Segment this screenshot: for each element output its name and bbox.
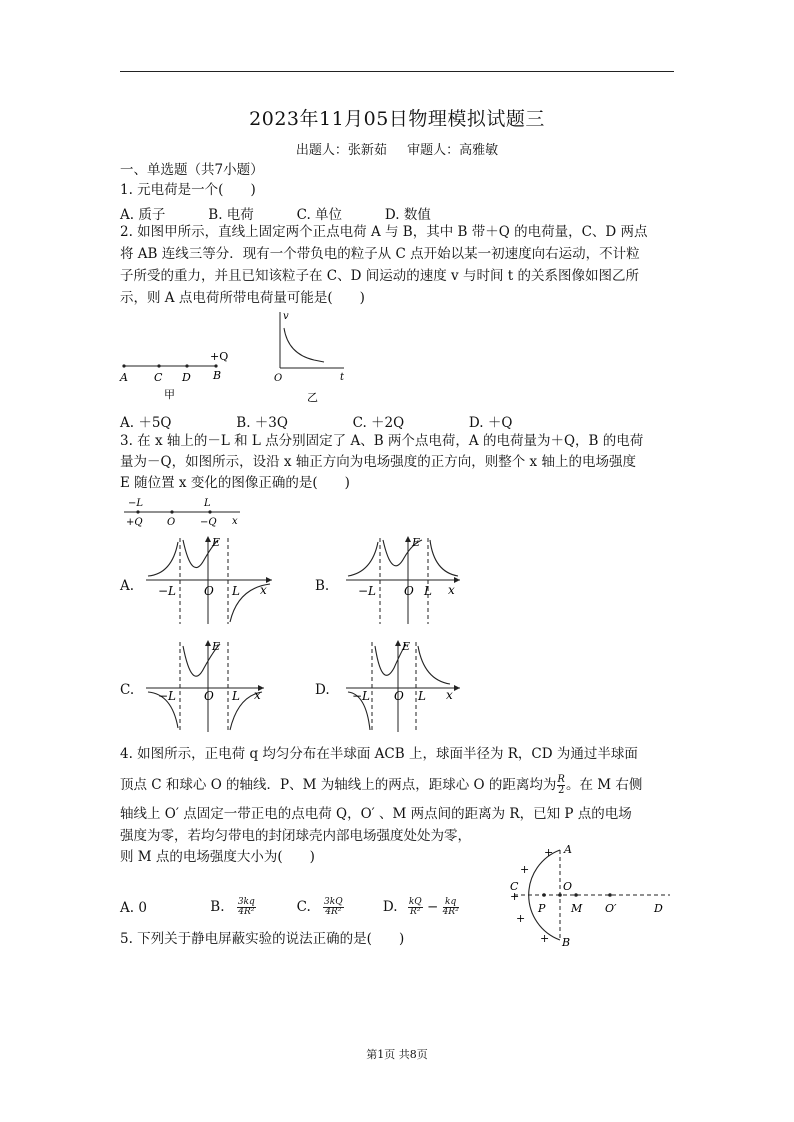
q2-fig-jia [119, 350, 228, 401]
fraction-num: R [557, 774, 565, 785]
q4-option-b [210, 898, 292, 917]
q4-line-2a: 顶点 C 和球心 O 的轴线．P、M 为轴线上的两点，距球心 O 的距离均为 [120, 777, 557, 793]
fig4-plus-2: + [520, 863, 530, 876]
fig4-d: D [654, 902, 663, 915]
q4-d-minus: − [426, 899, 439, 915]
q4-d-num1: kQ [408, 897, 422, 907]
q4-option-c [297, 898, 379, 917]
q4-option-a: A. 0 [120, 899, 147, 916]
jia-charge: +Q [210, 350, 229, 363]
q3-graph-d [342, 636, 482, 736]
q3-line-2: 量为－Q，如图所示，设沿 x 轴正方向为电场强度的正方向，则整个 x 轴上的电场强度 [120, 454, 636, 470]
q4-option-b-label: B. [210, 899, 225, 915]
q4-option-c-fraction [323, 898, 344, 917]
q3-axis-figure [120, 494, 250, 528]
axis-l: L [204, 498, 211, 509]
q2-line-3: 子所受的重力，并且已知该粒子在 C、D 间运动的速度 v 与时间 t 的关系图像如图乙所 [120, 268, 639, 284]
q4-line-5: 则 M 点的电场强度大小为( ) [120, 849, 315, 865]
q4-line-2b: 。在 M 右侧 [565, 777, 643, 793]
axis-o: O [167, 517, 176, 528]
section-heading: 一、单选题（共7小题） [120, 162, 264, 178]
axis-plus-q: +Q [126, 517, 143, 528]
q1-stem: 1. 元电荷是一个( ) [120, 182, 256, 198]
fig4-b: B [562, 936, 571, 949]
jia-label-a: A [120, 371, 128, 384]
q4-line-1: 4. 如图所示，正电荷 q 均匀分布在半球面 ACB 上，球面半径为 R，CD 为通过半球面 [120, 746, 638, 762]
axis-x: x [232, 516, 238, 527]
fig4-c: C [510, 880, 519, 893]
axis-minus-q: −Q [200, 517, 217, 528]
graph-d-l: L [418, 689, 426, 703]
q4-d-fraction-1 [408, 898, 423, 917]
q1-option-b: B. 电荷 [208, 207, 254, 223]
q4-hemisphere-figure [500, 838, 680, 950]
authors [0, 139, 794, 158]
q2-option-a: A. ＋5Q [120, 415, 172, 431]
graph-c-mL: −L [158, 689, 177, 703]
q4-option-c-label: C. [296, 899, 311, 915]
yi-label-o: O [274, 373, 283, 384]
axis-minus-l: −L [128, 498, 144, 509]
fraction-r-over-2 [557, 775, 565, 796]
q4-d-den2: 4R² [442, 907, 459, 917]
graph-d-e: E [402, 640, 411, 653]
fig4-plus-5: + [540, 932, 550, 945]
q5-stem: 5. 下列关于静电屏蔽实验的说法正确的是( ) [120, 931, 405, 947]
q2-option-d: D. ＋Q [468, 415, 513, 431]
yi-label-v: v [283, 311, 289, 322]
q2-line-4: 示，则 A 点电荷所带电荷量可能是( ) [120, 290, 365, 306]
fig4-a: A [564, 843, 572, 856]
fraction-den: 2 [558, 785, 565, 796]
q4-option-b-fraction [237, 898, 256, 917]
graph-c-x: x [254, 688, 261, 702]
q1-option-a: A. 质子 [120, 207, 166, 223]
fig4-m: M [571, 902, 583, 915]
fig4-op: O′ [605, 902, 617, 915]
fig4-p: P [538, 902, 546, 915]
yi-label-t: t [340, 372, 345, 383]
q3-line-1: 3. 在 x 轴上的－L 和 L 点分别固定了 A、B 两个点电荷，A 的电荷量为＋Q，B 的电荷 [120, 433, 644, 449]
fig4-plus-1: + [544, 846, 554, 859]
q3-graph-b [342, 532, 482, 627]
jia-label-b: B [213, 369, 222, 382]
graph-b-e: E [412, 536, 421, 549]
q4-line-4: 强度为零，若均匀带电的封闭球壳内部电场强度处处为零， [120, 828, 471, 844]
q4-b-num: 3kq [237, 897, 255, 907]
page-footer: 第1页 共8页 [366, 1048, 428, 1061]
reviewer: 审题人：高雅敏 [407, 143, 499, 158]
graph-c-l: L [232, 689, 240, 703]
graph-b-mL: −L [358, 584, 377, 598]
q3-option-d: D. [315, 682, 330, 698]
q2-options [120, 411, 512, 431]
q3-option-a: A. [120, 578, 135, 594]
q1-option-d: D. 数值 [384, 207, 431, 223]
fig4-plus-3: + [510, 890, 520, 903]
q4-b-den: 4R² [238, 907, 255, 917]
q2-fig-yi [274, 311, 345, 404]
q4-d-den1: R² [410, 907, 421, 917]
q3-graph-a [142, 532, 282, 627]
graph-b-o: O [404, 584, 414, 598]
header-rule [120, 71, 674, 72]
q4-line-2 [120, 775, 642, 796]
graph-d-mL: −L [352, 689, 371, 703]
q1-options [120, 203, 431, 223]
graph-a-x: x [260, 583, 267, 597]
q3-graph-c [142, 636, 282, 736]
q1-option-c: C. 单位 [296, 207, 343, 223]
fig4-o: O [563, 880, 573, 893]
q2-line-2: 将 AB 连线三等分．现有一个带负电的粒子从 C 点开始以某一初速度向右运动，不计粒 [120, 246, 640, 262]
graph-d-x: x [446, 688, 453, 702]
graph-b-l: L [424, 584, 432, 598]
q3-line-3: E 随位置 x 变化的图像正确的是( ) [120, 475, 350, 491]
q2-option-b: B. ＋3Q [236, 415, 288, 431]
graph-a-l: L [232, 584, 240, 598]
jia-label-d: D [182, 371, 191, 384]
q4-c-num: 3kQ [324, 897, 343, 907]
graph-d-o: O [394, 689, 404, 703]
graph-c-e: E [212, 640, 221, 653]
graph-c-o: O [204, 689, 214, 703]
q4-option-d [383, 898, 459, 917]
q4-option-d-label: D. [382, 899, 398, 915]
jia-caption: 甲 [164, 388, 175, 401]
yi-caption: 乙 [307, 391, 318, 404]
q2-option-c: C. ＋2Q [352, 415, 405, 431]
graph-a-o: O [204, 584, 214, 598]
q3-option-b: B. [315, 578, 330, 594]
q4-d-num2: kq [443, 898, 459, 908]
graph-a-mL: −L [158, 584, 177, 598]
q4-options [120, 898, 459, 917]
jia-label-c: C [154, 371, 163, 384]
q2-line-1: 2. 如图甲所示，直线上固定两个正点电荷 A 与 B，其中 B 带＋Q 的电荷量，C、D 两点 [120, 224, 648, 240]
fig4-plus-4: + [516, 912, 526, 925]
q4-d-fraction-2 [443, 898, 459, 917]
q3-option-c: C. [120, 682, 135, 698]
graph-a-e: E [212, 536, 221, 549]
q4-c-den: 4R² [325, 907, 342, 917]
setter: 出题人：张新茹 [295, 143, 387, 158]
graph-b-x: x [448, 583, 455, 597]
q4-line-3: 轴线上 O′ 点固定一带正电的点电荷 Q，O′ 、M 两点间的距离为 R，已知 P 点的电场 [120, 806, 632, 822]
q2-figures [112, 308, 362, 408]
page-title: 2023年11月05日物理模拟试题三 [249, 108, 545, 130]
